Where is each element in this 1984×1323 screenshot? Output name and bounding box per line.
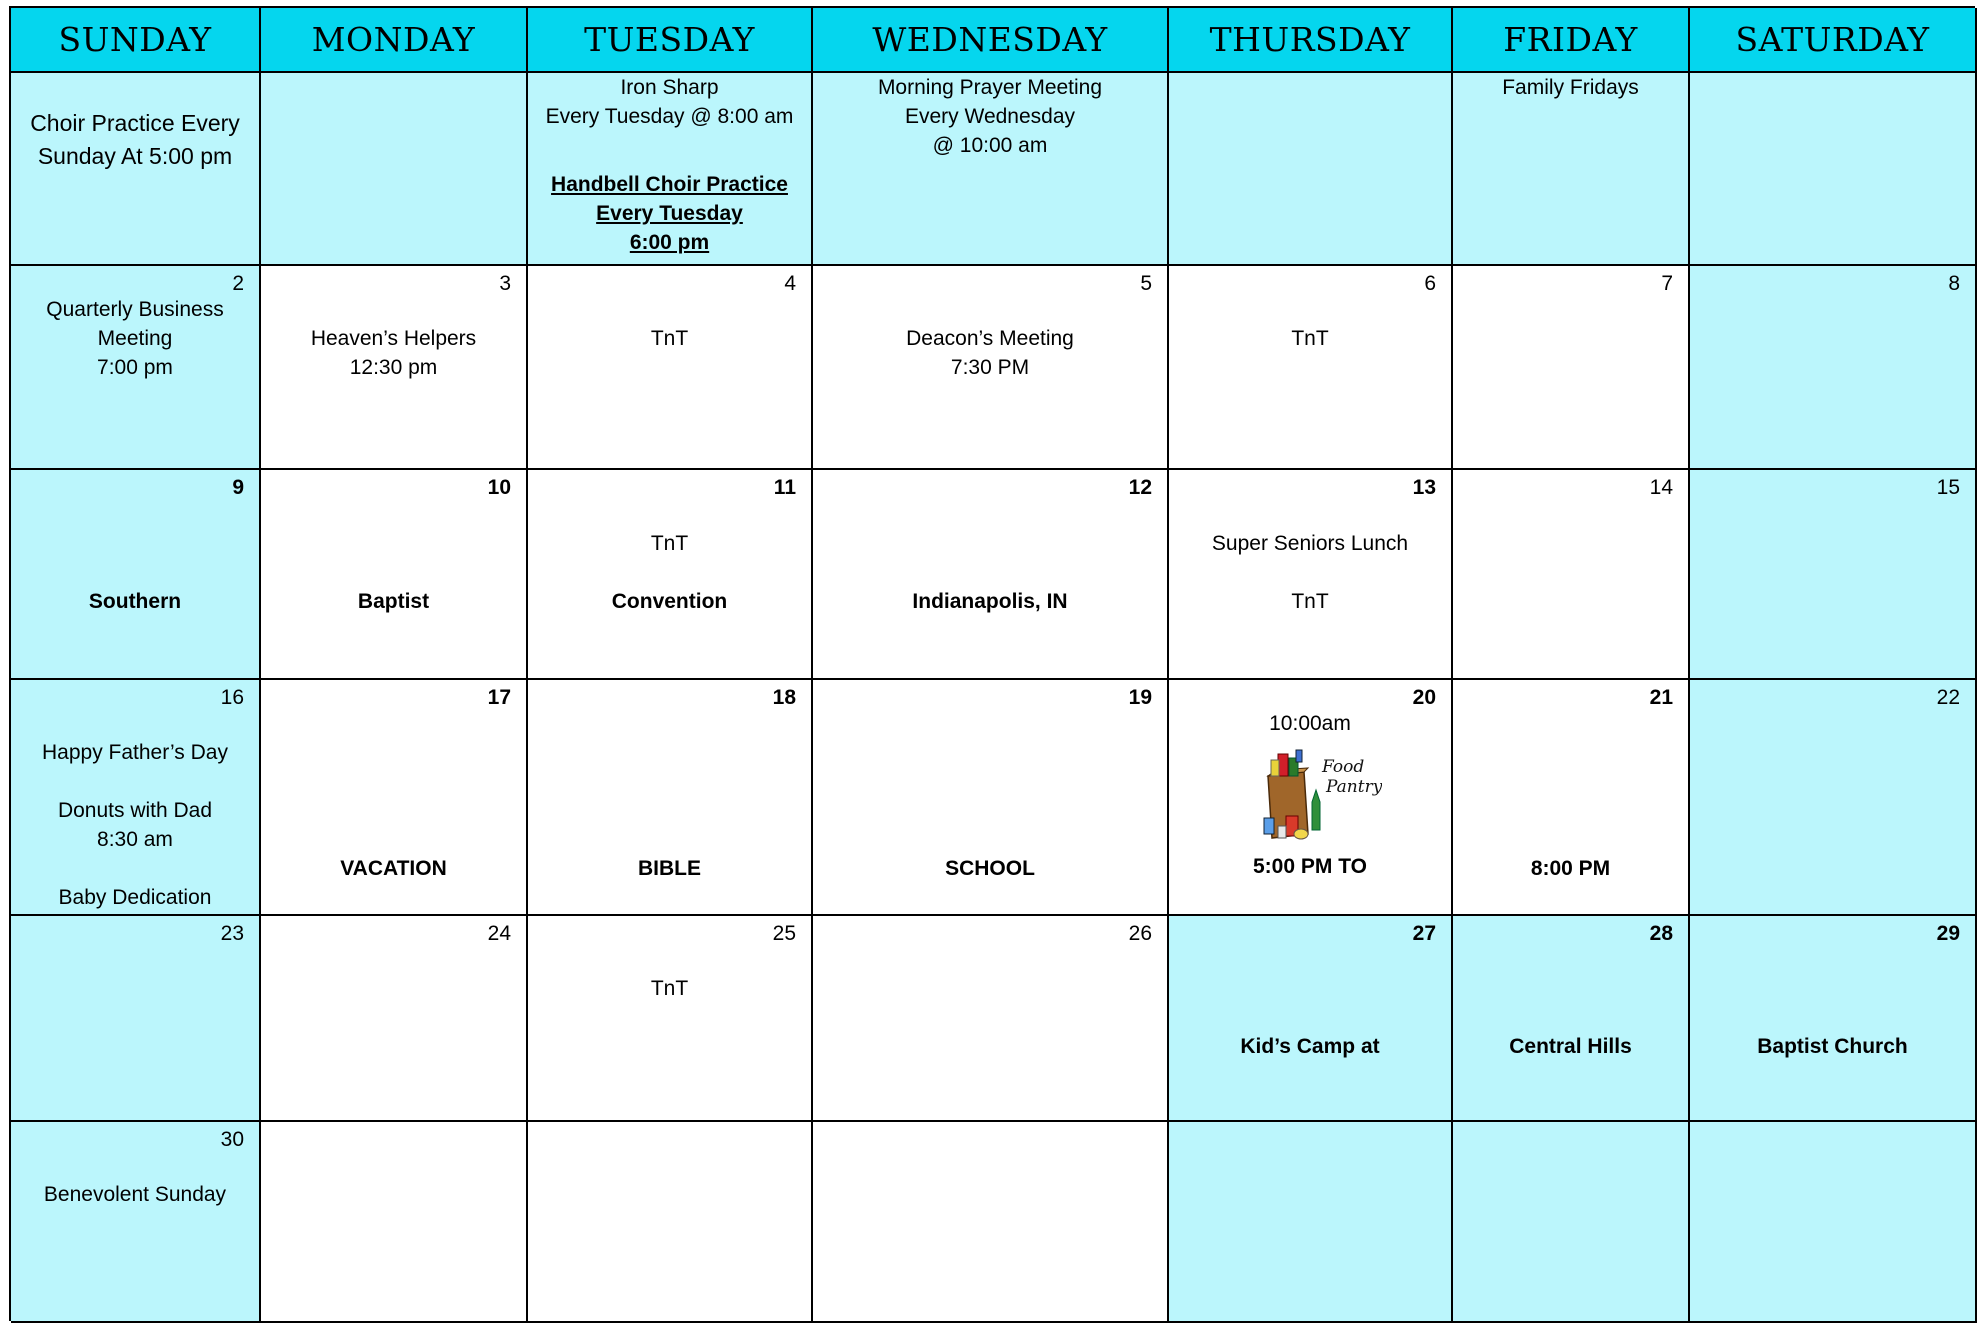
day-number: 6 [1424,272,1436,295]
event-vbs-bible: BIBLE [638,857,701,880]
grocery-bag-icon [1264,750,1320,839]
event-tnt: TnT [1291,327,1329,350]
day-cell [1453,266,1690,470]
day-number: 5 [1140,272,1152,295]
day-cell [1453,470,1690,680]
day-cell [528,916,813,1122]
day-number: 25 [772,922,796,945]
day-cell [813,266,1169,470]
day-number: 13 [1412,476,1436,499]
day-cell [261,266,528,470]
day-cell [1169,266,1453,470]
day-number: 27 [1412,922,1436,945]
day-number: 19 [1128,686,1152,709]
day-number: 24 [487,922,511,945]
header-friday: FRIDAY [1453,8,1690,73]
event-vbs-school: SCHOOL [945,857,1035,880]
day-cell [11,680,261,916]
recurring-monday [261,73,528,266]
day-number: 15 [1936,476,1960,499]
family-fridays-note: Family Fridays [1502,76,1639,99]
day-cell [1690,916,1977,1122]
header-thursday: THURSDAY [1169,8,1453,73]
day-number: 11 [773,476,796,499]
header-saturday: SATURDAY [1690,8,1977,73]
event-tnt: TnT [650,327,689,350]
food-pantry-text: Pantry [1326,777,1382,797]
day-number: 2 [232,272,244,295]
empty-day-cell [528,1122,813,1323]
day-number: 10 [487,476,511,499]
event-fathers-day: Happy Father’s Day [42,741,228,764]
day-number: 12 [1128,476,1152,499]
empty-day-cell [813,1122,1169,1323]
day-number: 9 [232,476,244,499]
event-donuts-with-dad: Donuts with Dad 8:30 am [57,799,213,851]
event-benevolent-sunday: Benevolent Sunday [43,1183,227,1206]
recurring-tuesday [528,73,813,266]
event-convention-convention: Convention [611,590,728,613]
recurring-sunday [11,73,261,266]
day-cell [1169,680,1453,916]
food-pantry-text: Food [1322,757,1365,777]
event-kids-camp-a: Kid’s Camp at [1240,1035,1380,1058]
day-number: 3 [499,272,511,295]
day-number: 21 [1649,686,1673,709]
day-cell [261,470,528,680]
day-cell [11,1122,261,1323]
day-cell [261,916,528,1122]
day-cell [813,680,1169,916]
header-monday: MONDAY [261,8,528,73]
event-convention-location: Indianapolis, IN [912,590,1068,613]
event-kids-camp-c: Baptist Church [1757,1035,1908,1058]
event-super-seniors-lunch: Super Seniors Lunch [1211,532,1409,555]
day-cell [1690,680,1977,916]
header-wednesday: WEDNESDAY [813,8,1169,73]
event-deacons-meeting: Deacon’s Meeting 7:30 PM [906,327,1074,379]
header-sunday: SUNDAY [11,8,261,73]
iron-sharp-note: Iron Sharp Every Tuesday @ 8:00 am [545,76,794,128]
choir-practice-note: Choir Practice Every Sunday At 5:00 pm [30,110,240,169]
day-number: 14 [1649,476,1673,499]
day-cell [813,470,1169,680]
recurring-thursday [1169,73,1453,266]
event-pantry-end: 8:00 PM [1530,857,1611,880]
event-tnt: TnT [1291,590,1329,613]
header-tuesday: TUESDAY [528,8,813,73]
day-number: 4 [784,272,796,295]
day-cell [528,680,813,916]
day-number: 23 [220,922,244,945]
day-cell [1690,266,1977,470]
day-number: 30 [220,1128,244,1151]
calendar-grid [9,6,1975,1321]
day-number: 29 [1936,922,1960,945]
event-quarterly-business: Quarterly Business Meeting 7:00 pm [46,298,224,379]
day-number: 16 [220,686,244,709]
day-cell [1690,470,1977,680]
day-number: 7 [1661,272,1673,295]
empty-day-cell [1169,1122,1453,1323]
event-kids-camp-b: Central Hills [1509,1035,1632,1058]
event-baby-dedication: Baby Dedication [58,886,212,909]
day-number: 28 [1649,922,1673,945]
day-cell [813,916,1169,1122]
empty-day-cell [1690,1122,1977,1323]
day-cell [528,470,813,680]
day-number: 20 [1412,686,1436,709]
day-number: 18 [772,686,796,709]
event-tnt: TnT [650,977,689,1000]
day-cell [528,266,813,470]
day-cell [1453,916,1690,1122]
day-cell [1169,916,1453,1122]
day-number: 8 [1948,272,1960,295]
day-cell [11,266,261,470]
day-cell [261,680,528,916]
day-cell [1453,680,1690,916]
day-number: 26 [1128,922,1152,945]
event-heavens-helpers: Heaven’s Helpers 12:30 pm [310,327,477,379]
day-cell [1169,470,1453,680]
day-cell [11,470,261,680]
event-tnt: TnT [650,532,689,555]
recurring-wednesday [813,73,1169,266]
empty-day-cell [261,1122,528,1323]
day-cell [11,916,261,1122]
recurring-friday [1453,73,1690,266]
food-pantry-logo [1256,746,1382,844]
event-convention-southern: Southern [88,590,182,613]
recurring-saturday [1690,73,1977,266]
event-pantry-start: 5:00 PM TO [1253,855,1367,878]
day-number: 17 [487,686,511,709]
day-number: 22 [1936,686,1960,709]
handbell-choir-note: Handbell Choir Practice Every Tuesday 6:00 pm [551,173,788,254]
event-vbs-vacation: VACATION [340,857,447,880]
empty-day-cell [1453,1122,1690,1323]
morning-prayer-note: Morning Prayer Meeting Every Wednesday @ 10:00 am [877,76,1103,157]
event-food-pantry-time: 10:00am [1269,712,1351,735]
event-convention-baptist: Baptist [357,590,430,613]
